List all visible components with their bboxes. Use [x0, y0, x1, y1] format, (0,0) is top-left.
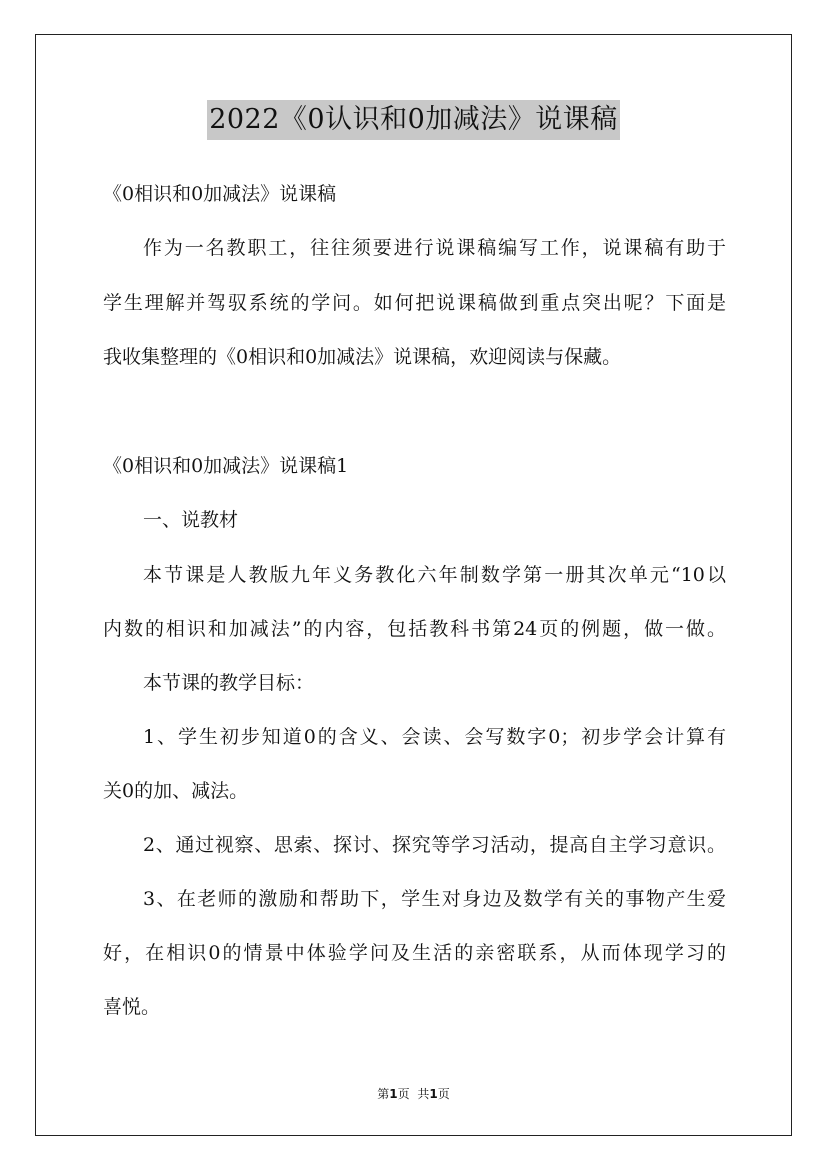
- total-prefix: 共: [417, 1087, 430, 1101]
- title-container: [0, 100, 827, 140]
- document-title: 2022《0认识和0加减法》说课稿: [207, 100, 620, 140]
- heading-teaching-material: 一、说教材: [143, 509, 239, 531]
- material-line-1: 本节课是人教版九年义务教化六年制数学第一册其次单元“10以: [143, 564, 726, 586]
- total-pages: 1: [429, 1087, 438, 1101]
- total-suffix: 页: [437, 1087, 450, 1101]
- intro-line-2: 学生理解并驾驭系统的学问。如何把说课稿做到重点突出呢？下面是: [103, 292, 726, 314]
- page-number: 1: [389, 1087, 398, 1101]
- document-subtitle: 《0相识和0加减法》说课稿: [103, 183, 337, 205]
- intro-line-1: 作为一名教职工，往往须要进行说课稿编写工作，说课稿有助于: [143, 237, 726, 259]
- page-suffix: 页: [397, 1087, 410, 1101]
- goal3-line-1: 3、在老师的激励和帮助下，学生对身边及数学有关的事物产生爱: [143, 888, 726, 910]
- goal3-line-3: 喜悦。: [103, 996, 161, 1018]
- page-prefix: 第: [377, 1087, 390, 1101]
- section-title: 《0相识和0加减法》说课稿1: [103, 455, 349, 477]
- goals-heading: 本节课的教学目标：: [143, 672, 315, 694]
- goal3-line-2: 好，在相识0的情景中体验学问及生活的亲密联系，从而体现学习的: [103, 942, 726, 964]
- page-footer: [0, 1085, 827, 1102]
- material-line-2: 内数的相识和加减法”的内容，包括教科书第24页的例题，做一做。: [103, 618, 726, 640]
- goal1-line-2: 关0的加、减法。: [103, 780, 249, 802]
- intro-line-3: 我收集整理的《0相识和0加减法》说课稿，欢迎阅读与保藏。: [103, 346, 622, 368]
- goal2-line-1: 2、通过视察、思索、探讨、探究等学习活动，提高自主学习意识。: [143, 834, 726, 856]
- goal1-line-1: 1、学生初步知道0的含义、会读、会写数字0；初步学会计算有: [143, 726, 726, 748]
